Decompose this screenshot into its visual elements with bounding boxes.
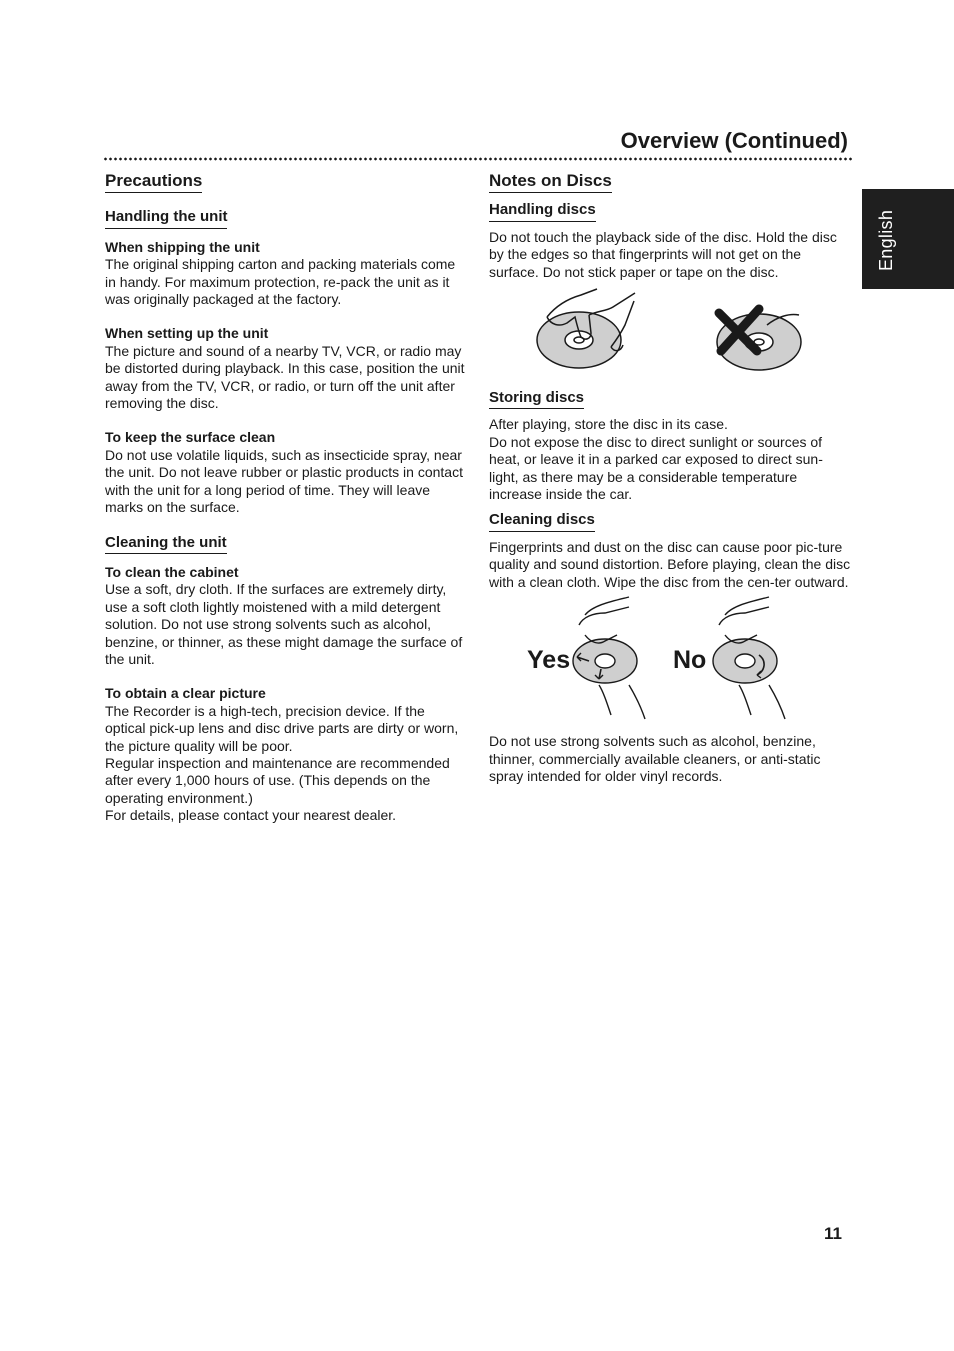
surface-subheading: To keep the surface clean (105, 429, 276, 446)
notes-on-discs-column (489, 172, 851, 785)
shipping-text: The original shipping carton and packing materials come in handy. For maximum protection, re-pack the unit as it was originally packaged at the factory. (105, 256, 456, 308)
storing-discs-heading: Storing discs (489, 389, 584, 409)
picture-text-1: The Recorder is a high-tech, precision device. If the optical pick-up lens and disc drive parts are dirty or worn, the picture quality will be poor. (105, 702, 459, 754)
storing-discs-text-1: After playing, store the disc in its case. (489, 416, 728, 433)
yes-label: Yes (527, 646, 571, 675)
picture-text-2: Regular inspection and maintenance are recommended after every 1,000 hours of use. (This depends on the operating environment.) (105, 754, 450, 806)
cleaning-discs-footer-text: Do not use strong solvents such as alcohol, benzine, thinner, commercially available cleaners, or anti-static spray intended for older vinyl records. (489, 733, 821, 784)
language-tab (862, 189, 954, 289)
disc-handling-illustration (489, 287, 851, 377)
page-title: Overview (Continued) (620, 128, 848, 153)
dotted-divider (103, 157, 853, 161)
surface-text: Do not use volatile liquids, such as insecticide spray, near the unit. Do not leave rubber or plastic products in contact with the unit for a long period of time. They will leave marks on the surface. (105, 446, 463, 516)
cleaning-discs-text: Fingerprints and dust on the disc can cause poor pic-ture quality and sound distortion. Before playing, clean the disc with a clean cloth. Wipe the disc from the cen-ter outward. (489, 538, 851, 590)
picture-text-3: For details, please contact your nearest dealer. (105, 807, 397, 824)
incorrect-wiping-icon (713, 597, 785, 719)
storing-discs-text-2: Do not expose the disc to direct sunlight or sources of heat, or leave it in a parked car exposed to direct sun-light, as there may be a considerable temperature increase inside the car. (489, 433, 823, 503)
correct-wiping-icon (573, 597, 645, 719)
cleaning-unit-heading: Cleaning the unit (105, 534, 227, 554)
cabinet-text: Use a soft, dry cloth. If the surfaces are extremely dirty, use a soft cloth lightly moistened with a mild detergent solution. Do not use strong solvents such as alcohol, benzine, or thinner, as these might damage the surface of the unit. (105, 581, 463, 667)
picture-subheading: To obtain a clear picture (105, 685, 266, 702)
setting-up-subheading: When setting up the unit (105, 325, 269, 342)
handling-discs-heading: Handling discs (489, 201, 596, 221)
disc-held-by-edge-icon (537, 289, 635, 368)
page-number: 11 (824, 1224, 842, 1243)
language-tab-label: English (876, 209, 896, 271)
notes-on-discs-heading: Notes on Discs (489, 172, 612, 193)
setting-up-text: The picture and sound of a nearby TV, VCR, or radio may be distorted during playback. In this case, position the unit away from the TV, VCR, or radio, or turn off the unit after removing the disc. (105, 342, 465, 412)
no-label: No (673, 646, 707, 675)
precautions-heading: Precautions (105, 172, 202, 193)
disc-cleaning-illustration (489, 595, 851, 725)
precautions-column (105, 172, 465, 825)
handling-discs-text: Do not touch the playback side of the disc. Hold the disc by the edges so that fingerprints will not get on the surface. Do not stick paper or tape on the disc. (489, 228, 837, 280)
shipping-subheading: When shipping the unit (105, 238, 260, 255)
handling-unit-heading: Handling the unit (105, 208, 227, 228)
cleaning-discs-heading: Cleaning discs (489, 511, 595, 531)
cabinet-subheading: To clean the cabinet (105, 563, 239, 580)
disc-touching-prohibited-icon (717, 309, 801, 370)
